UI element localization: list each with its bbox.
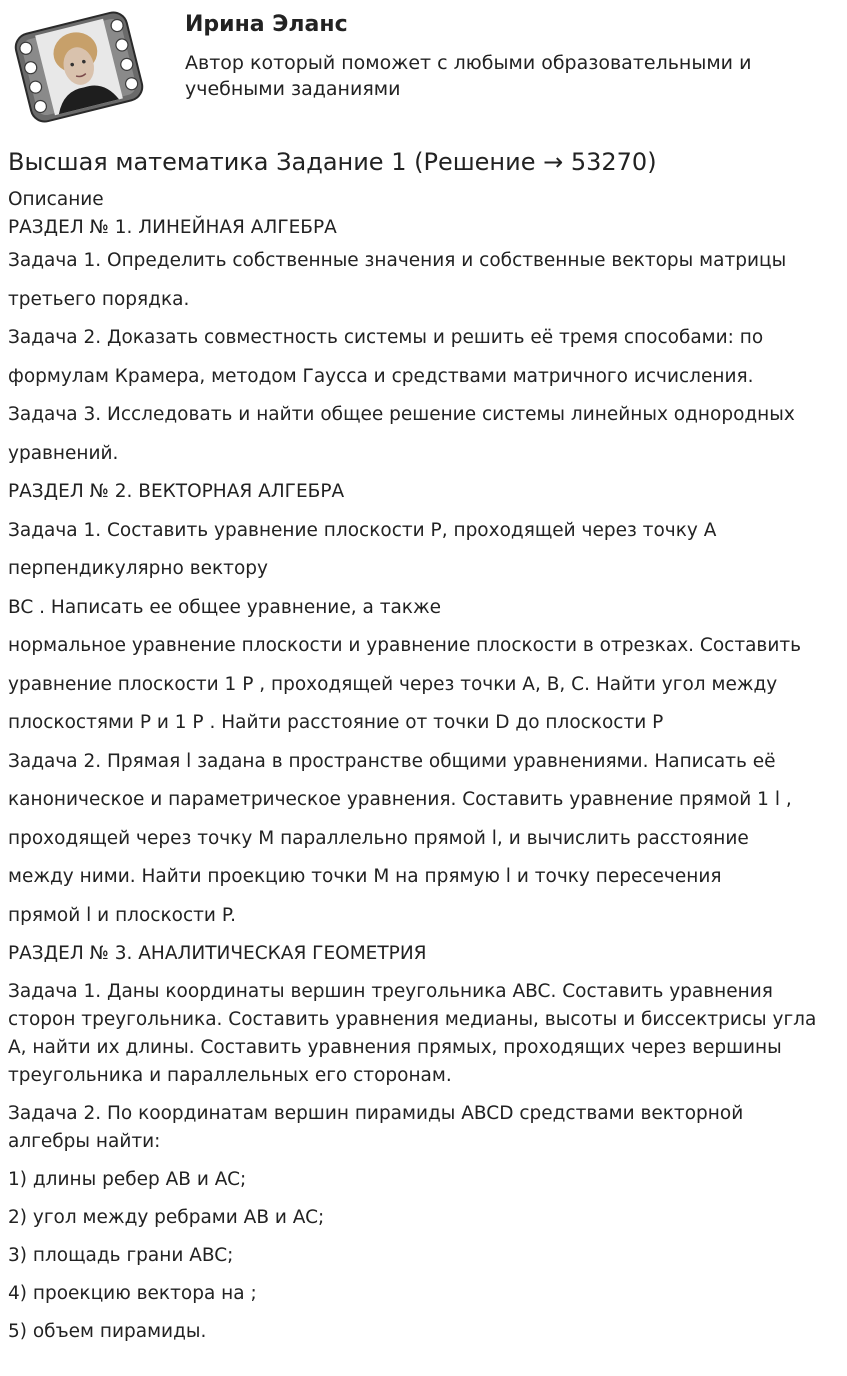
description-content <box>8 186 842 1346</box>
author-header <box>8 8 838 126</box>
text-line: между ними. Найти проекцию точки M на прямую l и точку пересечения <box>8 866 722 887</box>
section-heading: РАЗДЕЛ № 1. ЛИНЕЙНАЯ АЛГЕБРА <box>8 217 337 238</box>
text-line: каноническое и параметрическое уравнения. Составить уравнение прямой 1 l , <box>8 789 792 810</box>
list-item: 2) угол между ребрами AB и AC; <box>8 1206 325 1228</box>
text-line: перпендикулярно вектору <box>8 558 268 579</box>
text-line: Задача 1. Составить уравнение плоскости P, проходящей через точку A <box>8 519 717 541</box>
text-line: BC . Написать ее общее уравнение, а также <box>8 596 442 618</box>
text-line: формулам Крамера, методом Гаусса и средствами матричного исчисления. <box>8 365 754 387</box>
author-description: Автор который поможет с любыми образовательными и учебными заданиями <box>185 52 752 100</box>
film-frame-portrait-icon <box>8 8 150 126</box>
text-line: плоскостями P и 1 P . Найти расстояние от точки D до плоскости P <box>8 712 664 733</box>
page-title: Высшая математика Задание 1 (Решение → 53270) <box>8 148 657 176</box>
text-line: Задача 2. Доказать совместность системы и решить её тремя способами: по <box>8 327 764 348</box>
text-line: Задача 3. Исследовать и найти общее решение системы линейных однородных <box>8 404 795 425</box>
text-line: сторон треугольника. Составить уравнения медианы, высоты и биссектрисы угла <box>8 1008 817 1030</box>
text-line: Задача 1. Даны координаты вершин треугольника ABC. Составить уравнения <box>8 980 773 1002</box>
text-line: прямой l и плоскости P. <box>8 904 236 926</box>
text-line: третьего порядка. <box>8 288 190 310</box>
list-item: 3) площадь грани ABC; <box>8 1244 234 1266</box>
author-avatar <box>8 8 150 126</box>
list-item: 5) объем пирамиды. <box>8 1320 207 1342</box>
author-name[interactable]: Ирина Эланс <box>185 12 348 37</box>
text-line: алгебры найти: <box>8 1130 161 1152</box>
section-heading: РАЗДЕЛ № 2. ВЕКТОРНАЯ АЛГЕБРА <box>8 481 345 502</box>
text-line: нормальное уравнение плоскости и уравнение плоскости в отрезках. Составить <box>8 635 802 656</box>
section-heading: РАЗДЕЛ № 3. АНАЛИТИЧЕСКАЯ ГЕОМЕТРИЯ <box>8 943 427 964</box>
text-line: A, найти их длины. Составить уравнения прямых, проходящих через вершины <box>8 1036 782 1058</box>
text-line: уравнение плоскости 1 P , проходящей через точки A, B, C. Найти угол между <box>8 673 778 695</box>
list-item: 1) длины ребер AB и AC; <box>8 1168 247 1190</box>
text-line: треугольника и параллельных его сторонам. <box>8 1064 452 1086</box>
description-label: Описание <box>8 189 104 210</box>
text-line: Задача 1. Определить собственные значения и собственные векторы матрицы <box>8 250 787 271</box>
text-line: Задача 2. По координатам вершин пирамиды ABCD средствами векторной <box>8 1102 744 1124</box>
text-line: уравнений. <box>8 442 119 464</box>
text-line: Задача 2. Прямая l задана в пространстве общими уравнениями. Написать её <box>8 750 776 772</box>
text-line: проходящей через точку M параллельно прямой l, и вычислить расстояние <box>8 827 749 849</box>
list-item: 4) проекцию вектора на ; <box>8 1282 257 1304</box>
